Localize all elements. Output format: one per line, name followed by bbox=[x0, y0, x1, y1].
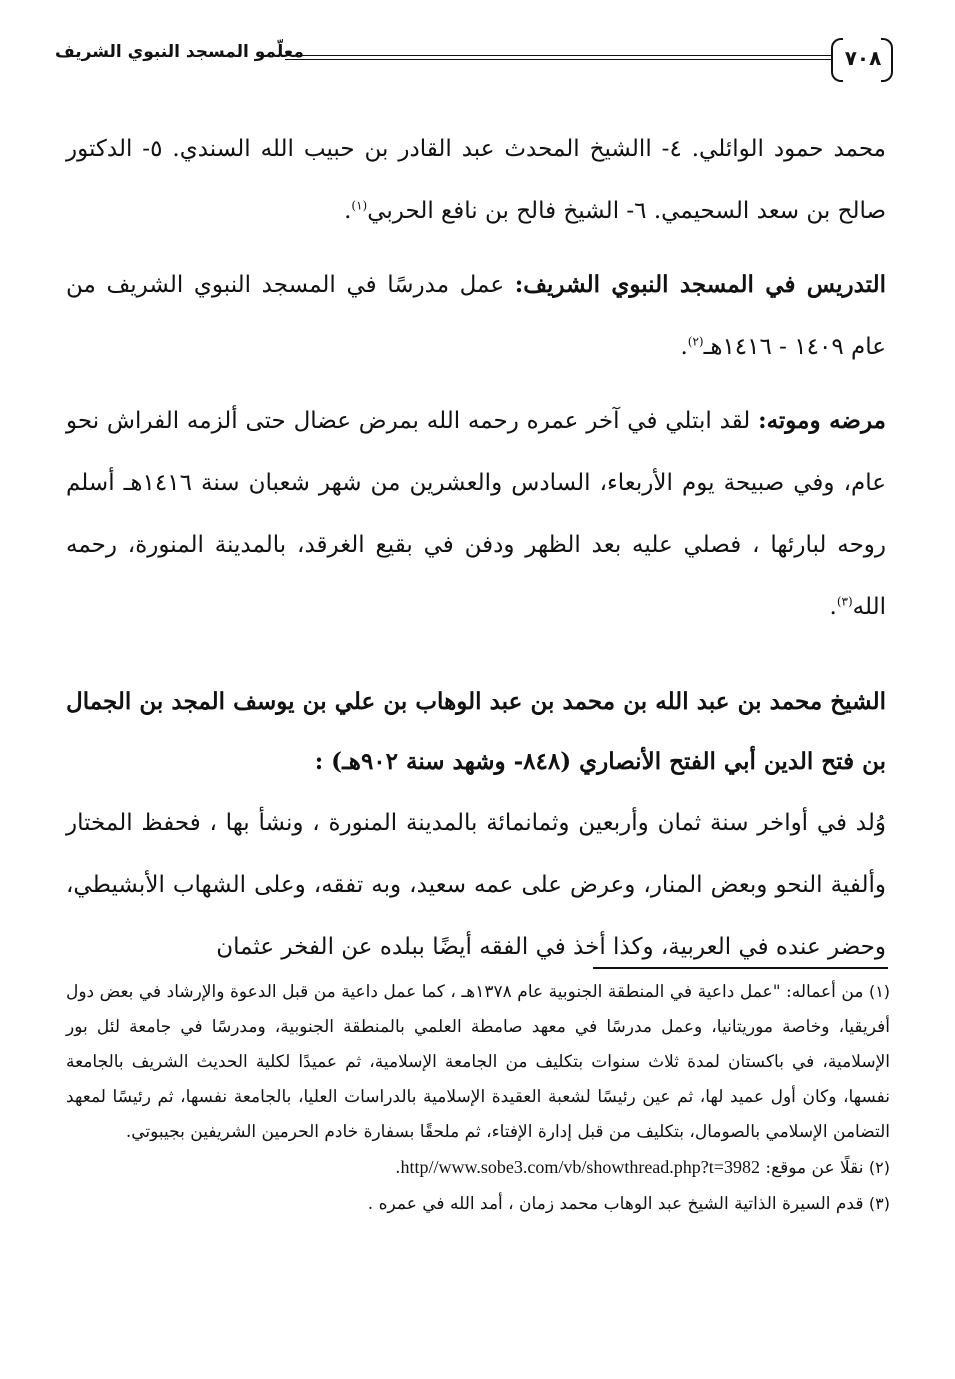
running-title: معلّمو المسجد النبوي الشريف bbox=[55, 42, 304, 62]
footnote-end: . bbox=[395, 1158, 401, 1178]
footnote-number: (٣) bbox=[868, 1194, 890, 1213]
footnote-separator bbox=[593, 967, 888, 969]
paragraph-lead: التدريس في المسجد النبوي الشريف: bbox=[514, 271, 886, 298]
footnotes bbox=[66, 974, 890, 1222]
paragraph-death bbox=[66, 390, 886, 638]
footnote-2 bbox=[66, 1150, 890, 1186]
footnote-text: من أعماله: "عمل داعية في المنطقة الجنوبية عام ١٣٧٨هـ ، كما عمل داعية من قبل الدعوة والإرشاد في بعض دول أفريقيا، وخاصة موريتانيا، وعمل مدرسًا في معهد صامطة العلمي بالمنطقة الجنوبية، ومدرسًا في جامعة لئل بور الإسلامية، في باكستان لمدة ثلاث سنوات بتكليف من الجامعة الإسلامية، ثم عميدًا لكلية الحديث الشريف بالجامعة نفسها، وكان أول عميد لها، ثم عين رئيسًا لشعبة العقيدة الإسلامية بالدراسات العليا، بالجامعة نفسها، ثم رئيسًا لمعهد التضامن الإسلامي بالصومال، بتكليف من قبل إدارة الإفتاء، ثم ملحقًا بسفارة خادم الحرمين الشريفين بجيبوتي. bbox=[66, 982, 890, 1142]
paragraph-text: عمل مدرسًا في المسجد النبوي الشريف من عام ١٤٠٩ - ١٤١٦هـ bbox=[66, 272, 886, 360]
paragraph-teaching bbox=[66, 254, 886, 378]
footnote-ref[interactable]: (١) bbox=[351, 198, 368, 213]
paragraph-end: . bbox=[344, 198, 352, 224]
body-text bbox=[66, 118, 886, 978]
paragraph-text: لقد ابتلي في آخر عمره رحمه الله بمرض عضال حتى ألزمه الفراش نحو عام، وفي صبيحة يوم الأربعاء، السادس والعشرين من شهر شعبان سنة ١٤١٦هـ أسلم روحه لبارئها ، فصلي عليه بعد الظهر ودفن في بقيع الغرقد، بالمدينة المنورة، رحمه الله bbox=[66, 408, 886, 620]
footnote-ref[interactable]: (٣) bbox=[836, 594, 853, 609]
footnote-text: نقلًا عن موقع: bbox=[759, 1158, 864, 1178]
footnote-url-link[interactable]: http//www.sobe3.com/vb/showthread.php?t=3982 bbox=[400, 1157, 760, 1177]
page-header bbox=[55, 36, 893, 86]
header-rule bbox=[285, 55, 833, 60]
footnote-text: قدم السيرة الذاتية الشيخ عبد الوهاب محمد زمان ، أمد الله في عمره . bbox=[367, 1194, 864, 1214]
footnote-number: (١) bbox=[868, 982, 891, 1001]
paragraph-lead: مرضه وموته: bbox=[758, 407, 886, 434]
paragraph-students bbox=[66, 118, 886, 242]
footnote-3 bbox=[66, 1186, 890, 1222]
section-heading: الشيخ محمد بن عبد الله بن محمد بن عبد الوهاب بن علي بن يوسف المجد بن الجمال بن فتح الدين أبي الفتح الأنصاري (٨٤٨- وشهد سنة ٩٠٢هـ) : bbox=[66, 688, 886, 775]
paragraph-end: . bbox=[680, 334, 688, 360]
paragraph-biography: وُلد في أواخر سنة ثمان وأربعين وثمانمائة بالمدينة المنورة ، ونشأ بها ، فحفظ المختار وألفية النحو وبعض المنار، وعرض على عمه سعيد، وبه تفقه، وعلى الشهاب الأبشيطي، وحضر عنده في العربية، وكذا أخذ في الفقه أيضًا ببلده عن الفخر عثمان bbox=[66, 810, 886, 960]
page-number: ٧٠٨ bbox=[844, 46, 882, 70]
footnote-number: (٢) bbox=[868, 1158, 890, 1177]
paragraph-text: محمد حمود الوائلي. ٤- االشيخ المحدث عبد القادر بن حبيب الله السندي. ٥- الدكتور صالح بن سعد السحيمي. ٦- الشيخ فالح بن نافع الحربي bbox=[66, 136, 886, 224]
page-number-bracket-left bbox=[831, 38, 843, 82]
footnote-1 bbox=[66, 974, 890, 1150]
paragraph-end: . bbox=[829, 594, 837, 620]
footnote-ref[interactable]: (٢) bbox=[687, 334, 704, 349]
